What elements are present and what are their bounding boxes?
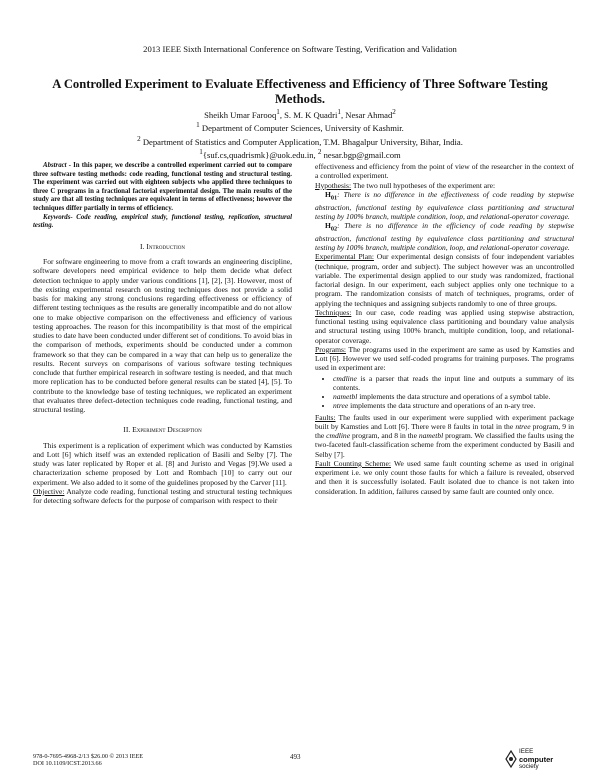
hypothesis-paragraph: Hypothesis: The two null hypotheses of the experiment are: [315, 180, 496, 190]
author-block [40, 107, 560, 161]
affiliation-1: $^1$ Department of Computer Sciences, University of Kashmir. [196, 121, 404, 134]
list-item: • ntree implements the data structure and operations of an n-ary tree. [333, 401, 574, 410]
section-experiment-heading: II. Experiment Description [123, 425, 202, 435]
hypothesis-h01: $H_{01}$: There is no difference in the effectiveness of code reading by stepwise abstraction, functional testing by equivalence class partitioning and structural testing by 100% branch, multiple condition, loop, and relational-operator coverage. [315, 189, 574, 221]
abstract: Abstract - In this paper, we describe a controlled experiment carried out to compare three software testing methods: code reading, functional testing and structural testing. The experiment was carried out with eighteen subjects who applied three techniques to three C programs in a fractional factorial experimental design. The main results of the study are that all testing techniques are equivalent in terms of effectiveness; however the techniques differ partially in terms of efficiency. [33, 162, 293, 212]
paper-title: A Controlled Experiment to Evaluate Effectiveness and Efficiency of Three Software Testing Methods. [52, 77, 548, 106]
computer-society-logo [505, 748, 567, 770]
left-column [33, 162, 292, 505]
affiliation-2: $^2$ Department of Statistics and Computer Application, T.M. Bhagalpur University, Bihar, India. [137, 134, 463, 147]
programs-paragraph: Programs: The programs used in the experiment are same as used by Kamsties and Lott [6]. However we used self-coded programs for training purposes. The programs used in experiment are: [315, 344, 574, 373]
program-list [315, 374, 574, 411]
experimental-plan: Experimental Plan: Our experimental design consists of four independent variables (technique, program, order and subject). The subject however was an uncontrolled variable. The experimental design applied to our study was randomized, fractional factorial design. In our experiment, each subject applies only one technique to a program. The randomization consists of match of techniques, programs, order of applying the techniques and assigning subjects randomly to one of three groups. [315, 252, 575, 308]
footer-isbn: 978-0-7695-4968-2/13 $26.00 © 2013 IEEE [33, 753, 144, 760]
objective-paragraph: Objective: Analyze code reading, functional testing and structural testing techniques for detecting software defects for the purpose of comparison with respect to their [33, 486, 292, 505]
list-item: • nametbl implements the data structure and operations of a symbol table. [333, 392, 574, 401]
experiment-text: This experiment is a replication of experiment which was conducted by Kamsties and Lott [6] which itself was an extended replication of Basili and Selby [7]. The study was later replicated by Roper et al. [8] and Juristo and Vegas [9].We used a characterization scheme proposed by Lott and Rombach [10] to carry out our experiment. We also added to it some of the guidelines proposed by the Carver [11]. [33, 440, 292, 487]
introduction-text: For software engineering to move from a craft towards an engineering discipline, software developers need empirical evidence to help them decide what defect detection technique to apply under various conditions [1], [2], [3]. However, most of the existing experimental research on testing techniques does not provide a solid basis for making any strong conclusions regarding effectiveness or efficiency of different testing techniques as the results are generally incompatible and do not allow one to make objective comparison on the effectiveness and efficiency of various testing approaches. The reason for this incompatibility is that most of the empirical studies to date have been conducted under different set of conditions. To avoid bias in the comparison of methods, experiments should be conducted under a common framework so that they can be compared in a way that can help us to generalize the results. Recent surveys on comparisons of various software testing techniques conclude that further empirical research in software testing is needed, and that much more replication has to be conducted before general results can be stated [4], [5]. To contribute to the knowledge base of testing techniques, we replicated an experiment that evaluates three defect-detection techniques code reading, functional testing, and structural testing. [33, 257, 292, 414]
author-names: Sheikh Umar Farooq$^1$, S. M. K Quadri$^1$, Nesar Ahmad$^2$ [204, 108, 396, 120]
logo-text-ieee: IEEE [519, 748, 534, 755]
logo-text-computer: computer [519, 755, 554, 764]
footer-copyright [33, 753, 143, 768]
hypothesis-h02: $H_{02}$: There is no difference in the efficiency of code reading by stepwise abstraction, functional testing by equivalence class partitioning and structural testing by 100% branch, multiple condition, loop, and relational-operator coverage. [315, 221, 574, 252]
list-item: • cmdline is a parser that reads the input line and outputs a summary of its contents. [333, 374, 574, 393]
objective-continued: effectiveness and efficiency from the point of view of the researcher in the context of a controlled experiment. [315, 162, 574, 181]
footer-doi: DOI 10.1109/ICST.2013.66 [33, 760, 102, 768]
conference-header: 2013 IEEE Sixth International Conference on Software Testing, Verification and Validation [143, 44, 457, 54]
page-number: 493 [290, 753, 301, 761]
fault-counting-paragraph: Fault Counting Scheme: We used same fault counting scheme as used in original experiment i.e. we only count those faults for which a failure is revealed, observed and then it is successfully isolated. Fault isolated due to chance is not taken into consideration. In addition, failures caused by same fault are counted only once. [315, 458, 574, 496]
right-column [315, 162, 574, 496]
techniques-paragraph: Techniques: In our case, code reading was applied using stepwise abstraction, functional testing using equivalence class partitioning and boundary value analysis and structural testing using 100% branch, multiple condition, loop, and relational-operator coverage. [315, 307, 574, 345]
keywords: Keywords- Code reading, empirical study, functional testing, replication, structural testing. [33, 213, 292, 230]
author-emails: $^1${suf.cs,quadrismk}@uok.edu.in, $^2$ nesar.bgp@gmail.com [199, 148, 401, 161]
logo-text-society: society [519, 763, 539, 770]
faults-paragraph: Faults: The faults used in our experiment were supplied with experiment package built by Kamsties and Lott [6]. There were 8 faults in total in the ntree program, 9 in the cmdline program, and 8 in the nametbl program. We classified the faults using the two-faceted fault-classification scheme from the experiment conducted by Basili and Selby [7]. [315, 412, 574, 459]
section-introduction-heading: I. Introduction [140, 241, 185, 251]
ieee-logo-icon [505, 750, 517, 768]
